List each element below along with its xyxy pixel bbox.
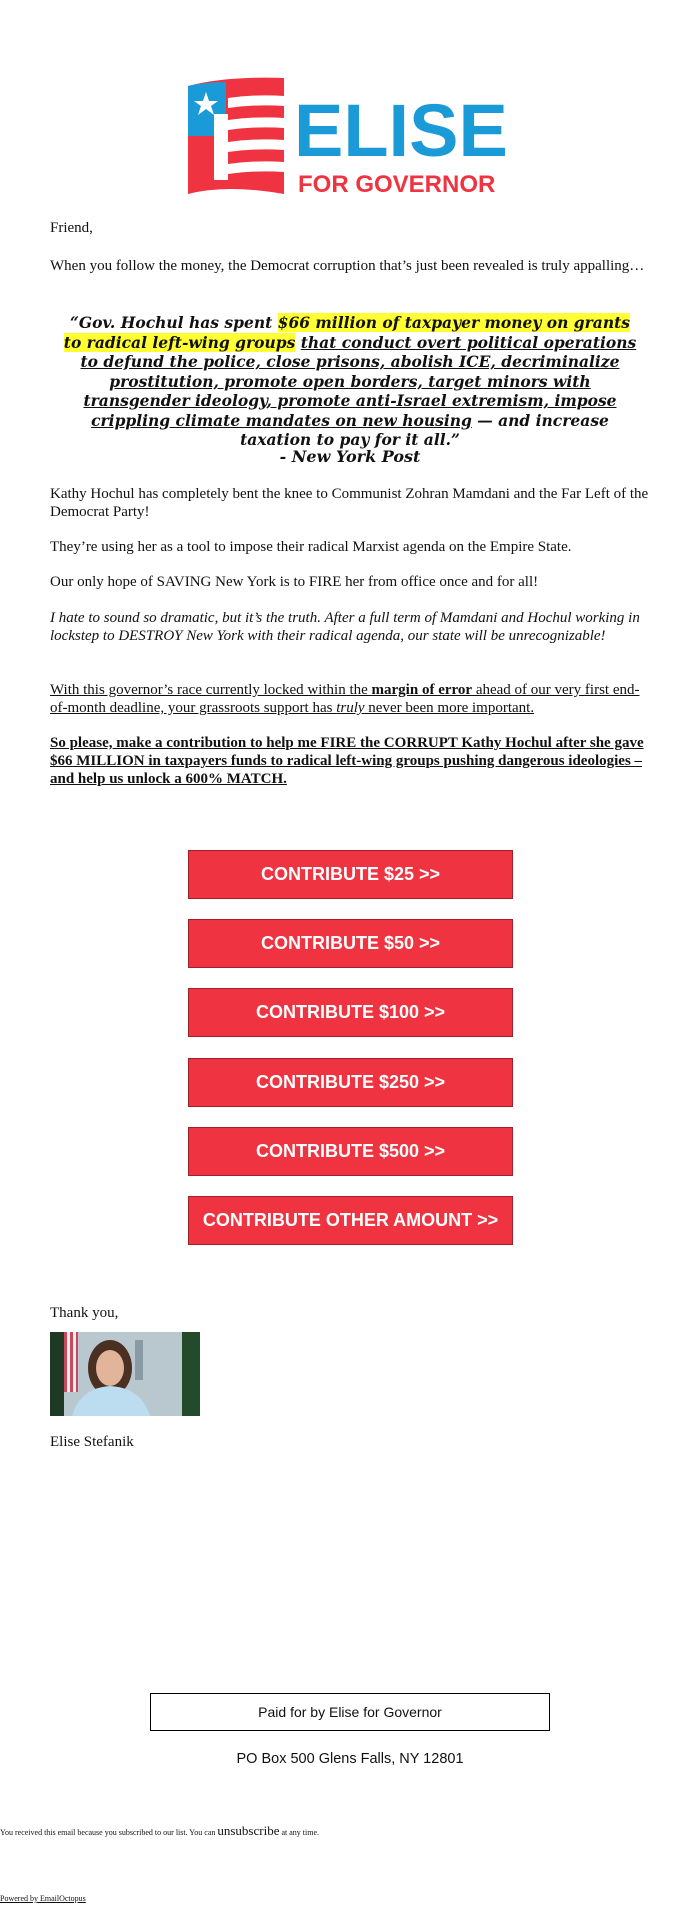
logo-text-elise: ELISE	[294, 89, 508, 172]
subscription-notice	[0, 1823, 319, 1839]
p5-text-3: never been more important.	[364, 700, 535, 716]
quote-source: - New York Post	[279, 447, 421, 466]
quote-underlined: that conduct overt political operations to defund the police, close prisons, abolish ICE, decriminalize prostitution, promote open borders, target minors with transgender ideology, promote anti-Israel extremism, impose crippling climate mandates on new housing	[80, 332, 637, 430]
paid-for-disclaimer: Paid for by Elise for Governor	[150, 1693, 550, 1731]
candidate-photo	[50, 1332, 200, 1416]
paragraph-5	[50, 681, 650, 717]
news-quote	[60, 313, 640, 450]
p5-bold: margin of error	[371, 682, 473, 698]
p5-text: With this governor’s race currently locked within the	[50, 682, 372, 698]
contribute-50-button[interactable]: CONTRIBUTE $50 >>	[188, 919, 513, 968]
p5-text-2: ahead of our very first end-of-month deadline, your grassroots support has	[50, 682, 640, 716]
elise-for-governor-logo	[186, 76, 516, 194]
p5-italic: truly	[336, 700, 365, 716]
quote-close: — and increase taxation to pay for it all.”	[240, 410, 609, 449]
subscription-text-end: at any time.	[279, 1828, 320, 1837]
contribute-25-button[interactable]: CONTRIBUTE $25 >>	[188, 850, 513, 899]
contribute-100-button[interactable]: CONTRIBUTE $100 >>	[188, 988, 513, 1037]
contribute-500-button[interactable]: CONTRIBUTE $500 >>	[188, 1127, 513, 1176]
paragraph-6-call-to-action: So please, make a contribution to help me FIRE the CORRUPT Kathy Hochul after she gave $66 MILLION in taxpayers funds to radical left-wing groups pushing dangerous ideologies – and help us unlock a 600% MATCH.	[50, 735, 644, 787]
unsubscribe-link[interactable]: unsubscribe	[217, 1823, 280, 1838]
logo-text-for-governor: FOR GOVERNOR	[298, 171, 496, 194]
powered-by-link[interactable]: Powered by EmailOctopus	[0, 1894, 86, 1903]
mailing-address: PO Box 500 Glens Falls, NY 12801	[236, 1751, 464, 1767]
paragraph-4: I hate to sound so dramatic, but it’s the truth. After a full term of Mamdani and Hochul working in lockstep to DESTROY New York with their radical agenda, our state will be unrecognizable!	[50, 610, 640, 644]
paragraph-1: Kathy Hochul has completely bent the knee to Communist Zohran Mamdani and the Far Left of the Democrat Party!	[50, 486, 649, 520]
paragraph-2: They’re using her as a tool to impose their radical Marxist agenda on the Empire State.	[50, 539, 572, 555]
subscription-text: You received this email because you subscribed to our list. You can	[0, 1828, 218, 1837]
contribute-250-button[interactable]: CONTRIBUTE $250 >>	[188, 1058, 513, 1107]
quote-open: “Gov. Hochul has spent	[69, 313, 278, 332]
intro-paragraph: When you follow the money, the Democrat corruption that’s just been revealed is truly appalling…	[50, 258, 645, 274]
paragraph-3: Our only hope of SAVING New York is to FIRE her from office once and for all!	[50, 574, 539, 590]
signature-name: Elise Stefanik	[50, 1434, 134, 1450]
quote-highlight: $66 million of taxpayer money on grants to radical left-wing groups	[63, 313, 631, 352]
signoff: Thank you,	[50, 1305, 119, 1321]
contribute-other-amount-button[interactable]: CONTRIBUTE OTHER AMOUNT >>	[188, 1196, 513, 1245]
greeting: Friend,	[50, 220, 93, 236]
